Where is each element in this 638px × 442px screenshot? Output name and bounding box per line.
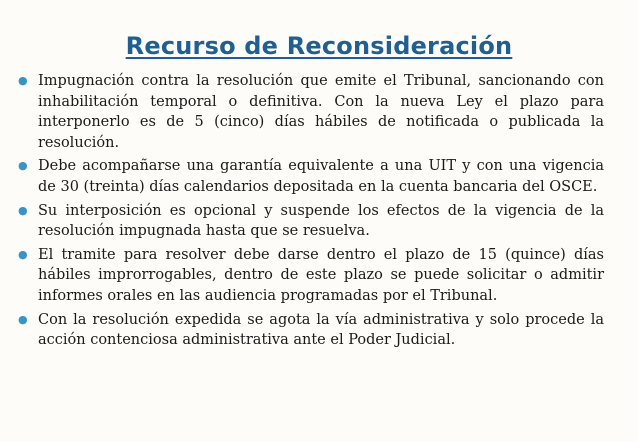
bullet-item [18, 156, 604, 197]
circle-bullet-icon: ● [18, 74, 28, 87]
bullet-item [18, 245, 604, 307]
bullet-item [18, 71, 604, 153]
bullet-text: El tramite para resolver debe darse dentro el plazo de 15 (quince) días hábiles improrrogables, dentro de este plazo se puede solicitar o admitir informes orales en las audiencia programadas por el Tribunal. [38, 246, 604, 304]
bullet-text: Su interposición es opcional y suspende los efectos de la vigencia de la resolución impugnada hasta que se resuelva. [38, 202, 604, 240]
bullet-text: Debe acompañarse una garantía equivalente a una UIT y con una vigencia de 30 (treinta) días calendarios depositada en la cuenta bancaria del OSCE. [38, 158, 604, 195]
circle-bullet-icon: ● [18, 159, 28, 173]
bullet-item [18, 201, 604, 242]
bullet-item [18, 310, 604, 351]
circle-bullet-icon: ● [18, 312, 28, 326]
bullet-text: Con la resolución expedida se agota la vía administrativa y solo procede la acción contenciosa administrativa ante el Poder Judicial. [38, 311, 604, 349]
circle-bullet-icon: ● [18, 247, 28, 261]
bullet-list [18, 71, 604, 354]
bullet-text: Impugnación contra la resolución que emite el Tribunal, sancionando con inhabilitación temporal o definitiva. Con la nueva Ley el plazo para interponerlo es de 5 (cinco) días hábiles de notificada o publicada la resolución. [38, 73, 604, 151]
slide-title: Recurso de Reconsideración [125, 32, 513, 60]
circle-bullet-icon: ● [18, 203, 28, 217]
